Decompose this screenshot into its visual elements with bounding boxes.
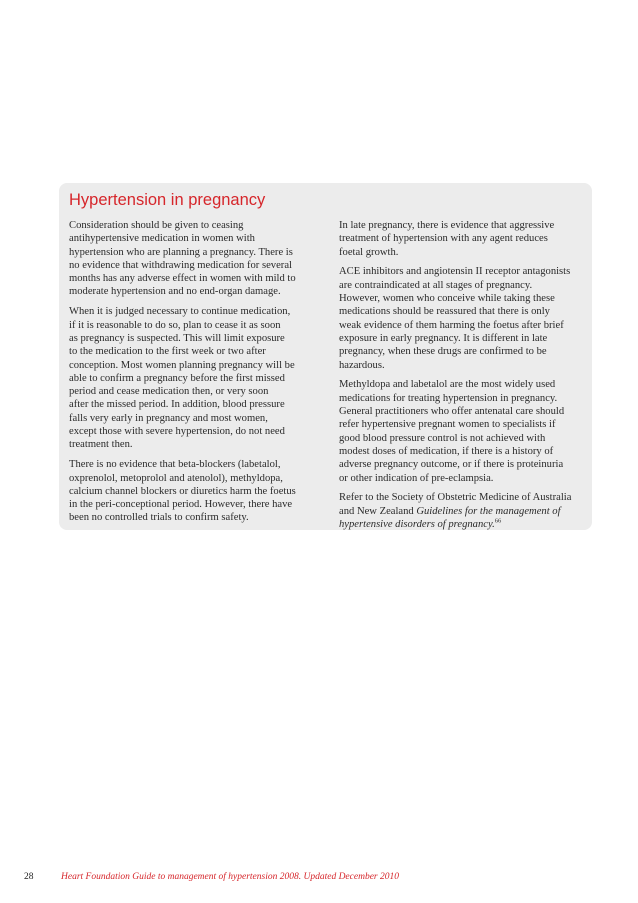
text-line: months has any adverse effect in women with mild to [69, 273, 296, 285]
guideline-title: Guidelines for the management of [416, 505, 561, 517]
text-line: moderate hypertension and no end-organ damage. [69, 286, 281, 298]
text-line: There is no evidence that beta-blockers (labetalol, [69, 459, 281, 471]
text-line: ACE inhibitors and angiotensin II receptor antagonists [339, 266, 571, 278]
text-line: treatment of hypertension with any agent reduces [339, 233, 548, 245]
text-segment: and New Zealand [339, 505, 417, 517]
text-line: period and cease medication then, or very soon [69, 386, 269, 398]
text-line: conception. Most women planning pregnancy will be [69, 359, 295, 371]
paragraph [69, 219, 325, 299]
text-line: refer hypertensive pregnant women to specialists if [339, 419, 556, 431]
text-line: been no controlled trials to confirm safety. [69, 512, 249, 524]
text-line: as pregnancy is suspected. This will limit exposure [69, 332, 285, 344]
text-line: in the peri-conceptional period. However, there have [69, 499, 293, 511]
text-line: except those with severe hypertension, do not need [69, 426, 285, 438]
reference-paragraph [339, 491, 589, 531]
text-line: medications should be reassured that there is only [339, 306, 550, 318]
text-line: In late pregnancy, there is evidence that aggressive [339, 220, 555, 231]
page-footer [0, 871, 638, 885]
text-line: treatment then. [69, 439, 133, 451]
text-line: foetal growth. [339, 246, 399, 258]
paragraph [339, 219, 589, 259]
paragraph [339, 378, 589, 484]
text-line: modest doses of medication, if there is a history of [339, 445, 554, 457]
text-line: hazardous. [339, 359, 385, 371]
text-line: Refer to the Society of Obstetric Medicine of Australia [339, 492, 572, 504]
text-line: Consideration should be given to ceasing [69, 220, 244, 231]
reference-number: 66 [494, 517, 502, 525]
text-line: medications for treating hypertension in pregnancy. [339, 392, 558, 404]
text-line: weak evidence of them harming the foetus after brief [339, 319, 564, 331]
paragraph [69, 458, 325, 524]
text-line: hypertension who are planning a pregnancy. There is [69, 246, 293, 258]
text-line: When it is judged necessary to continue medication, [69, 306, 291, 318]
text-line: adverse pregnancy outcome, or if there is proteinuria [339, 459, 564, 471]
text-line: exposure in early pregnancy. It is different in late [339, 332, 548, 344]
paragraph [69, 305, 325, 451]
right-column [339, 219, 589, 538]
text-line: or other indication of pre-eclampsia. [339, 472, 494, 484]
callout-title: Hypertension in pregnancy [69, 191, 266, 209]
text-line: oxprenolol, metoprolol and atenolol), methyldopa, [69, 472, 283, 484]
text-line: if it is reasonable to do so, plan to cease it as soon [69, 319, 281, 331]
text-line: antihypertensive medication in women with [69, 233, 255, 245]
paragraph [339, 265, 589, 371]
text-line: Methyldopa and labetalol are the most widely used [339, 379, 556, 391]
text-line: after the missed period. In addition, blood pressure [69, 399, 285, 411]
text-line: falls very early in pregnancy and most women, [69, 412, 268, 424]
text-line [339, 505, 589, 518]
text-line [339, 518, 589, 531]
guideline-title: hypertensive disorders of pregnancy. [339, 519, 495, 531]
footer-text: Heart Foundation Guide to management of hypertension 2008. Updated December 2010 [61, 872, 399, 882]
text-line: no evidence that withdrawing medication for several [69, 259, 292, 271]
left-column [69, 219, 325, 531]
text-line: General practitioners who offer antenatal care should [339, 406, 565, 418]
text-line: good blood pressure control is not achieved with [339, 432, 546, 444]
text-line: are contraindicated at all stages of pregnancy. [339, 279, 533, 291]
text-line: pregnancy, when these drugs are confirmed to be [339, 346, 547, 358]
text-line: However, women who conceive while taking these [339, 293, 555, 305]
text-line: calcium channel blockers or diuretics harm the foetus [69, 485, 296, 497]
text-line: able to confirm a pregnancy before the first missed [69, 372, 285, 384]
text-line: to the medication to the first week or two after [69, 346, 266, 358]
page-number: 28 [24, 872, 34, 882]
